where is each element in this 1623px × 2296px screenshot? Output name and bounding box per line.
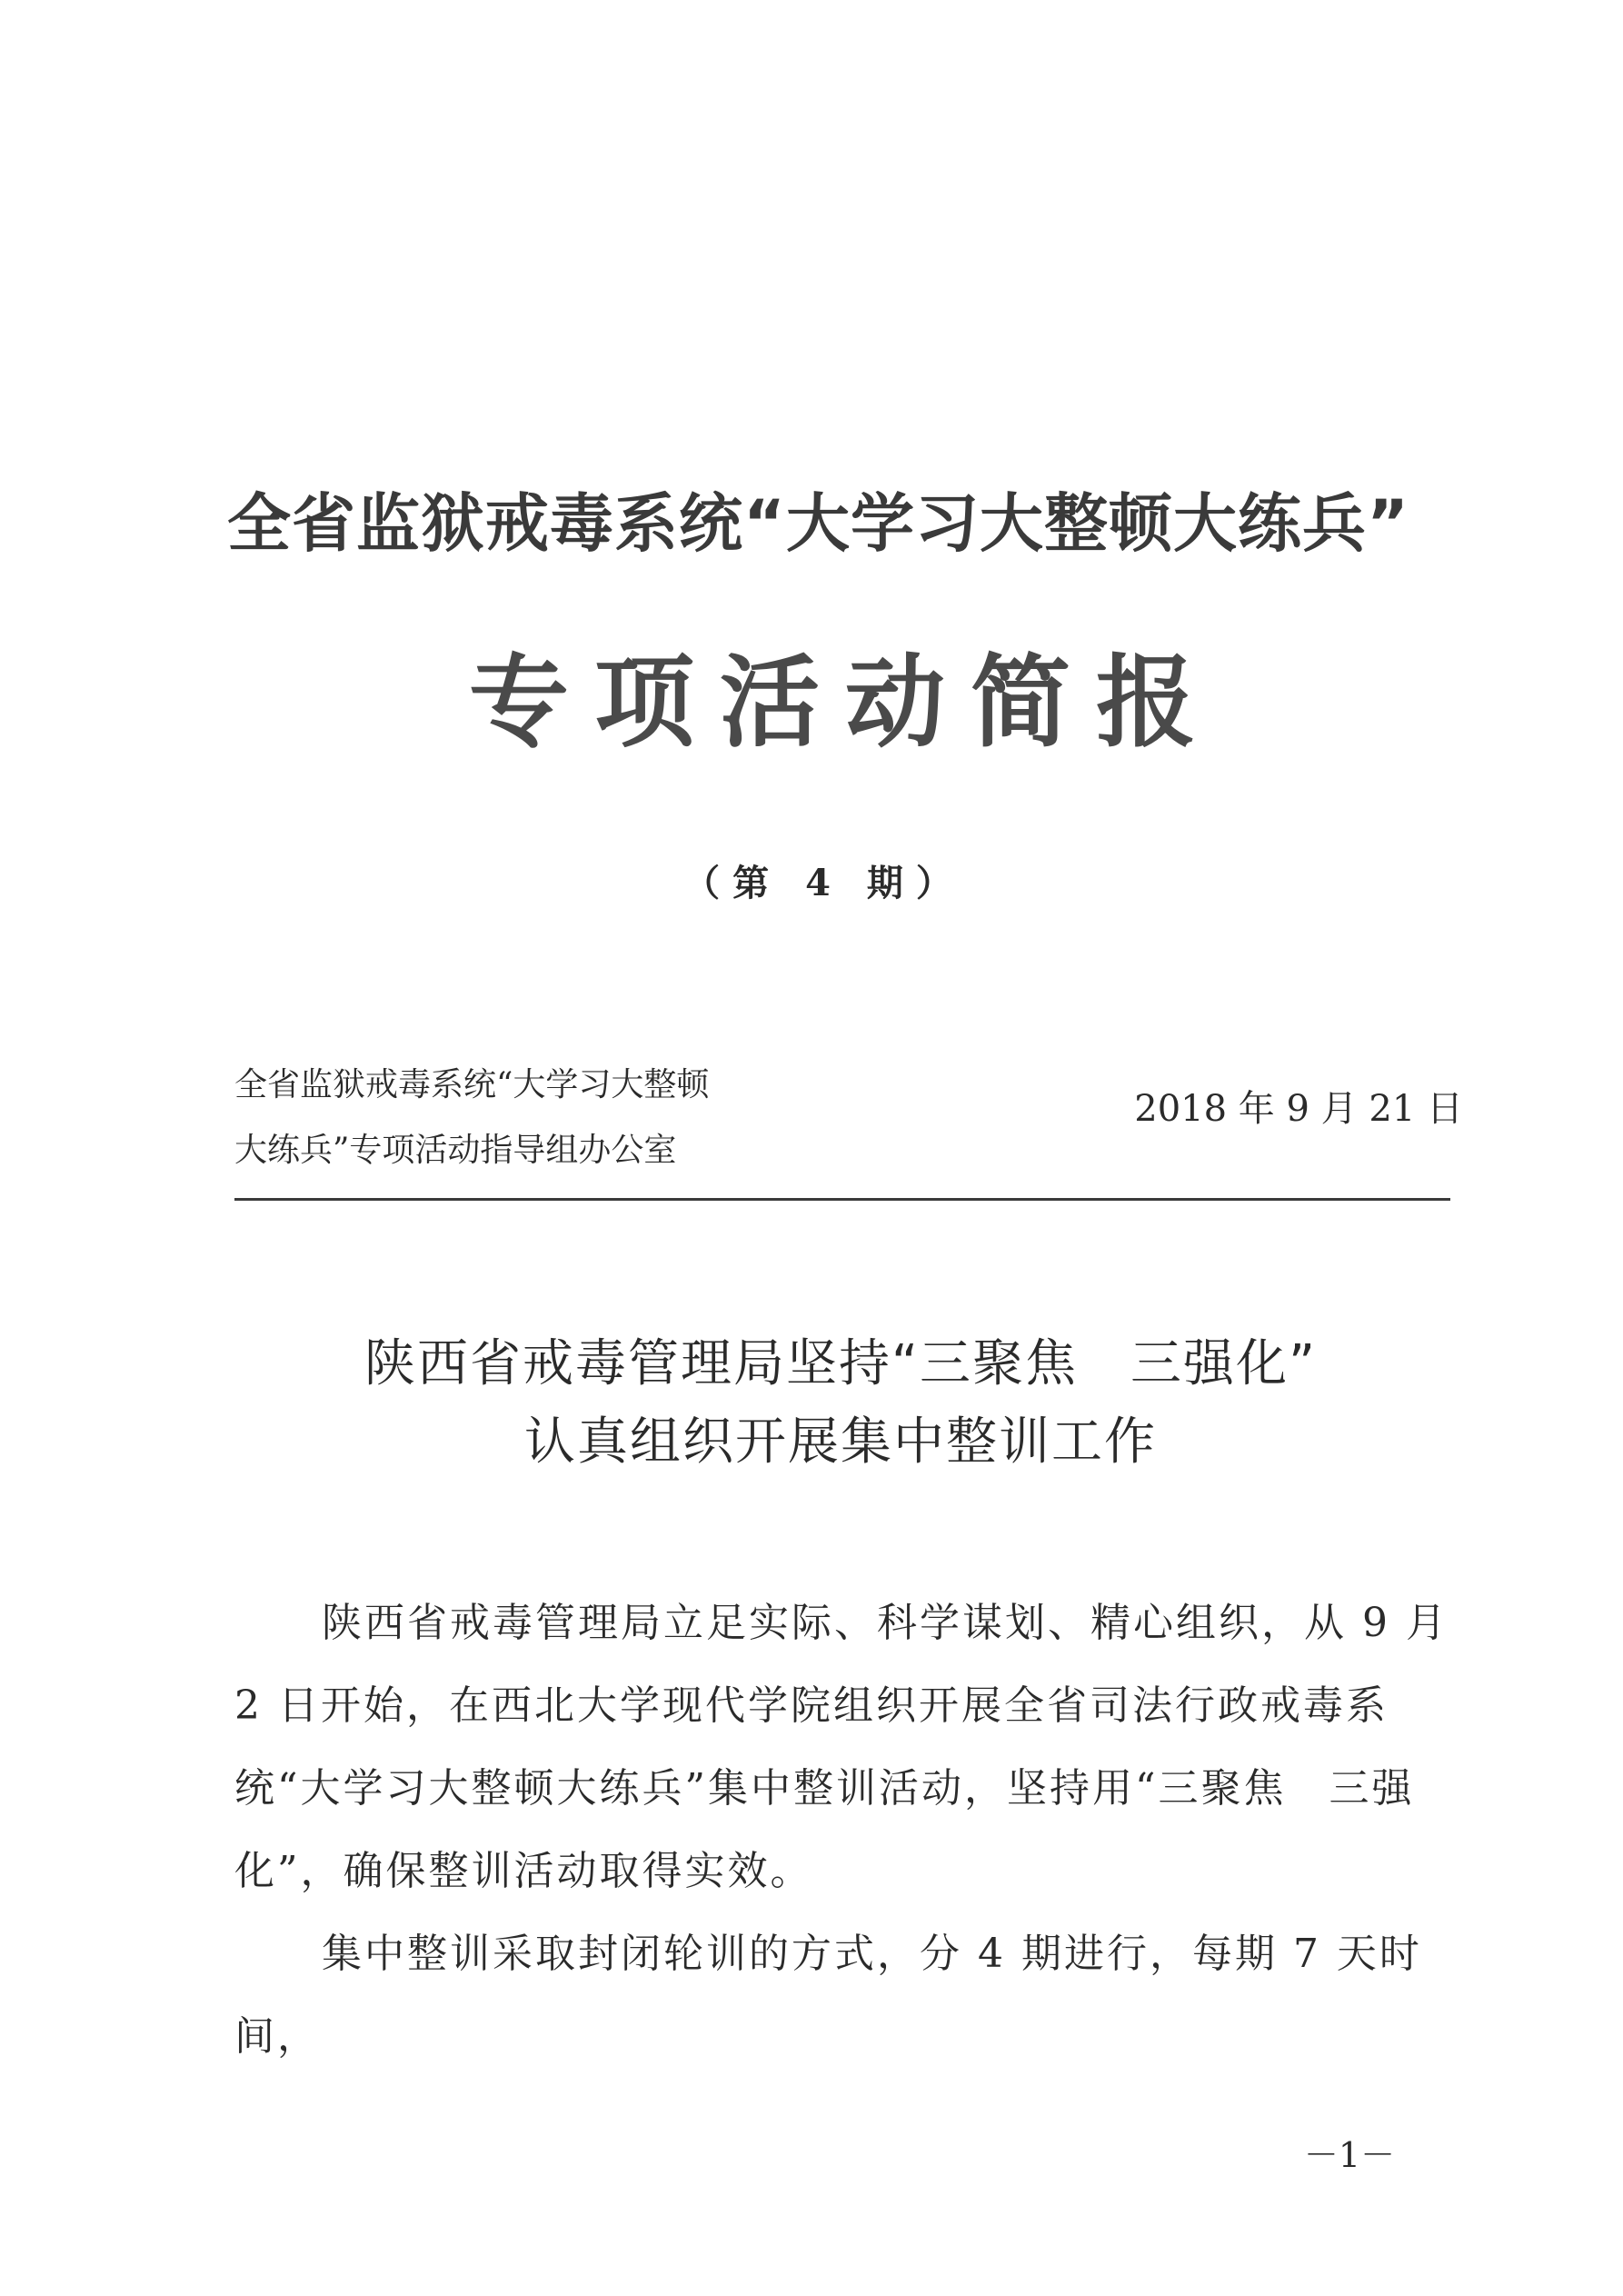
issuer-line-2: 大练兵”专项活动指导组办公室 [234, 1132, 677, 1169]
header-divider [234, 1198, 1450, 1201]
issuer-line-1: 全省监狱戒毒系统“大学习大整顿 [234, 1066, 710, 1103]
masthead-subtitle: 专项活动简报 [469, 644, 1221, 761]
paragraph-1: 陕西省戒毒管理局立足实际、科学谋划、精心组织，从 9 月 2 日开始，在西北大学现代学院组织开展全省司法行政戒毒系统“大学习大整顿大练兵”集中整训活动，坚持用“三聚焦 三强化”，确保整训活动取得实效。 [234, 1600, 1449, 1894]
article-title-line-2: 认真组织开展集中整训工作 [524, 1413, 1157, 1472]
page-number: －1－ [1303, 2135, 1396, 2175]
issue-date: 2018 年 9 月 21 日 [1134, 1088, 1463, 1130]
article-title [227, 1325, 1454, 1482]
issue-number: （ 第 4 期 ） [683, 862, 952, 904]
masthead-title: 全省监狱戒毒系统“大学习大整顿大练兵” [227, 486, 1410, 561]
article-title-line-1: 陕西省戒毒管理局坚持“三聚焦 三强化” [363, 1334, 1318, 1393]
paragraph-2: 集中整训采取封闭轮训的方式，分 4 期进行，每期 7 天时间， [234, 1931, 1422, 2060]
issuer-block [234, 1053, 871, 1183]
article-body [234, 1582, 1452, 2078]
